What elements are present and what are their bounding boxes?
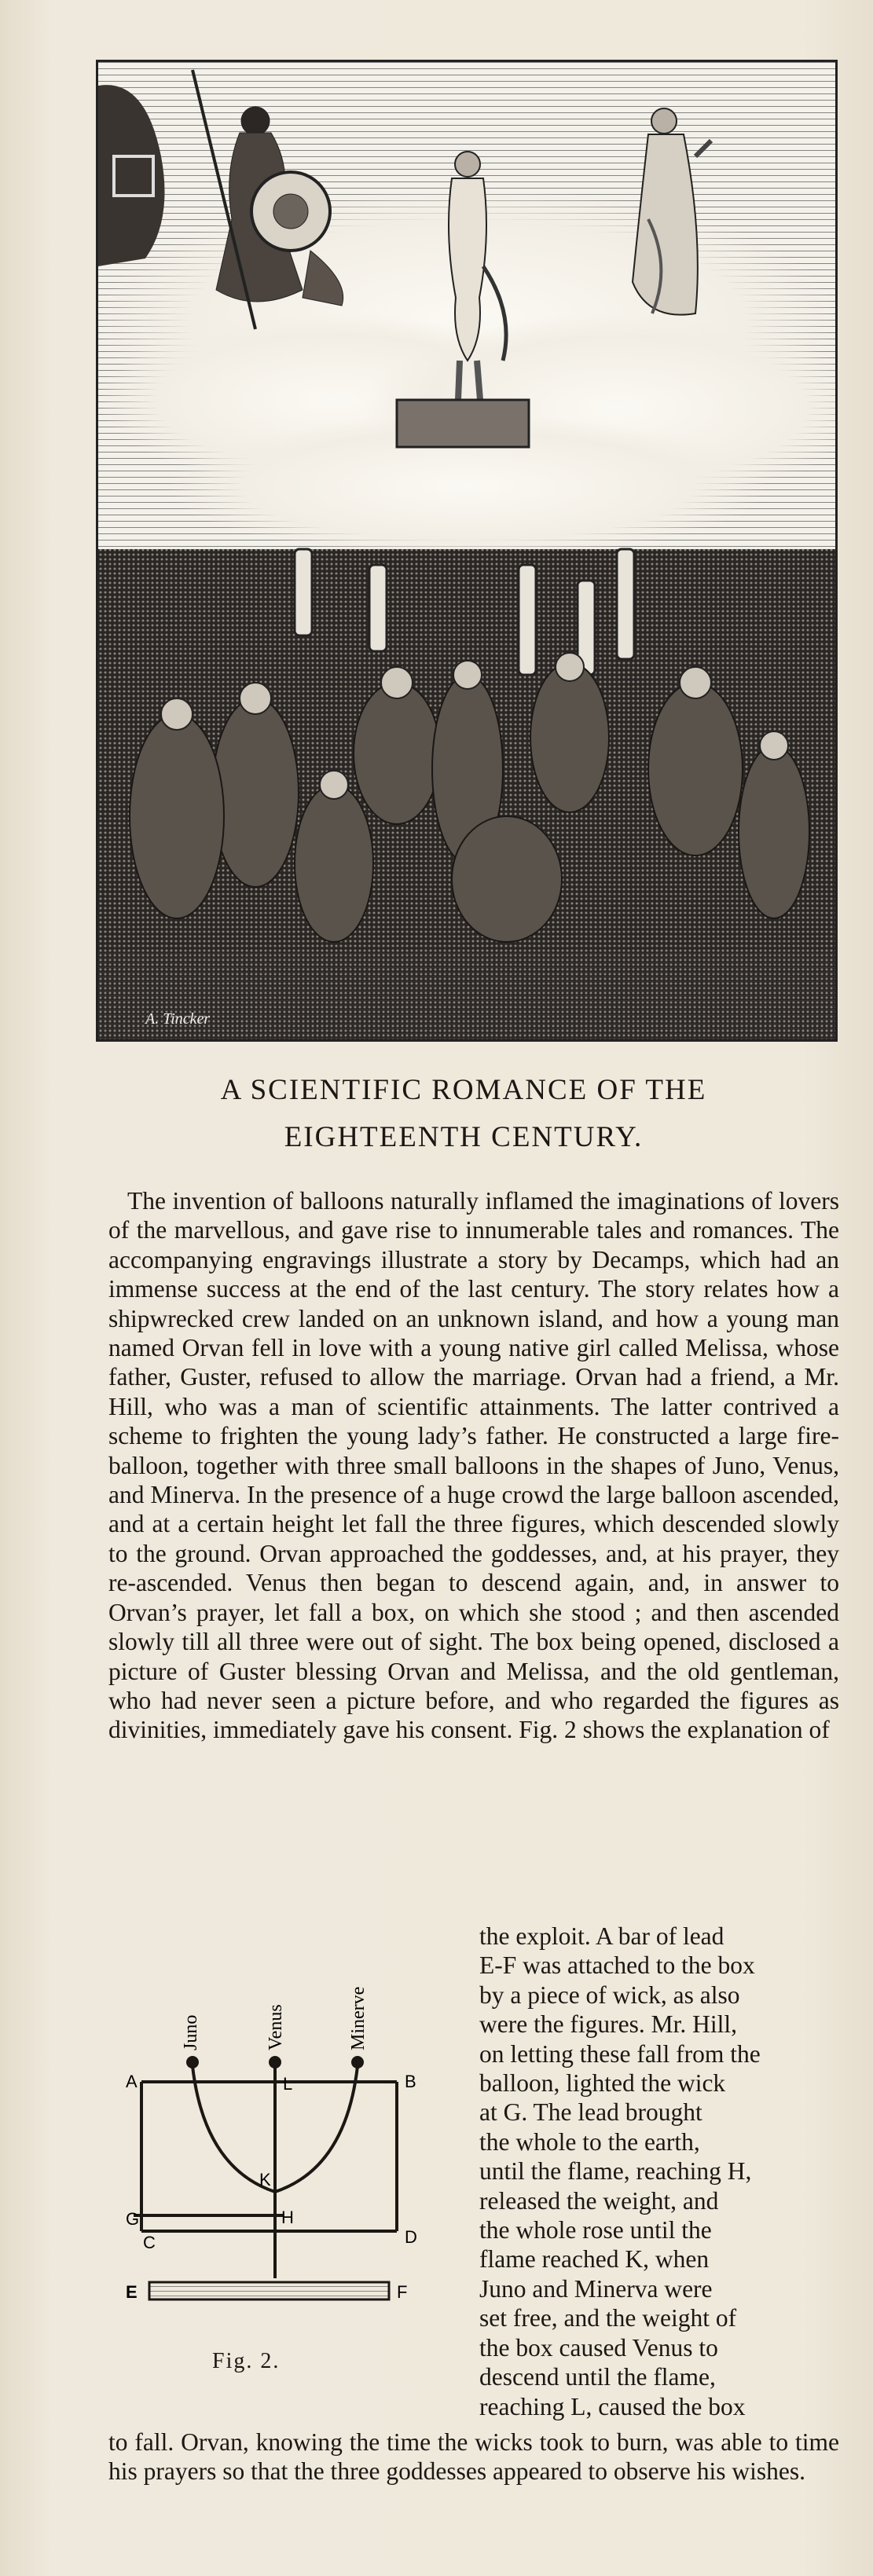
label-b: B — [405, 2072, 416, 2091]
wrap-line: on letting these fall from the — [479, 2039, 761, 2068]
article-title-line-1: A SCIENTIFIC ROMANCE OF THE — [220, 1074, 707, 1106]
wrap-line: flame reached K, when — [479, 2245, 710, 2274]
wrap-line: the box caused Venus to — [479, 2333, 718, 2362]
wrap-line: the whole rose until the — [479, 2216, 712, 2244]
label-d: D — [405, 2227, 417, 2247]
wrap-line: reaching L, caused the box — [479, 2392, 746, 2420]
wrap-line: by a piece of wick, as also — [479, 1981, 740, 2009]
label-minerve: Minerve — [348, 1986, 369, 2050]
wrap-line: were the figures. Mr. Hill, — [479, 2010, 738, 2039]
wrap-line: released the weight, and — [479, 2186, 719, 2215]
label-l: L — [283, 2074, 293, 2094]
label-e: E — [126, 2282, 138, 2302]
label-f: F — [397, 2282, 408, 2302]
article-paragraph: The invention of balloons naturally inflamed the imaginations of lovers of the marvellous, and gave rise to innumerable tales and romances. The accompanying engravings illustrate a story by Decamps, which had an immense success at the end of the last century. The story relates how a shipwrecked crew landed on an unknown island, and how a young man named Orvan fell in love with a young native girl called Melissa, whose father, Guster, refused to allow the marriage. Orvan had a friend, a Mr. Hill, who was a man of scientific attainments. The latter contrived a scheme to frighten the young lady’s father. He constructed a large fire-balloon, together with three small balloons in the shapes of Juno, Venus, and Minerva. In the presence of a huge crowd the large balloon ascended, and at a certain height let fall the three figures, which descended slowly to the ground. Orvan approached the goddesses, and, at his prayer, they re-ascended. Venus then began to descend again, and, in answer to Orvan’s prayer, let fall a box, on which she stood ; and then ascended slowly till all three were out of sight. The box being opened, disclosed a picture of Guster blessing Orvan and Melissa, and the old gentleman, who had never seen a picture before, and who regarded the figures as divinities, immediately gave his consent. Fig. 2 shows the explanation of — [108, 1187, 839, 1744]
article-paragraph-continued — [479, 1922, 842, 2421]
label-g: G — [126, 2209, 140, 2229]
figure-2-diagram — [126, 1980, 440, 2380]
wrap-line: balloon, lighted the wick — [479, 2069, 726, 2098]
label-c: C — [143, 2233, 156, 2252]
wrap-line: the whole to the earth, — [479, 2127, 700, 2156]
article-paragraph-ending: to fall. Orvan, knowing the time the wicks took to burn, was able to time his prayers so that the three goddesses appeared to observe his wishes. — [108, 2428, 839, 2486]
label-juno: Juno — [181, 2014, 201, 2050]
engraver-signature: A. Tincker — [145, 1010, 211, 1028]
wrap-line: E-F was attached to the box — [479, 1951, 755, 1980]
wrap-line: until the flame, reaching H, — [479, 2157, 752, 2186]
label-k: K — [259, 2170, 271, 2189]
wrap-line: Juno and Minerva were — [479, 2274, 713, 2303]
wrap-line: at G. The lead brought — [479, 2098, 702, 2127]
engraving-illustration — [96, 60, 838, 1042]
article-title-line-2: EIGHTEENTH CENTURY. — [284, 1121, 644, 1153]
engraving-drawing — [98, 62, 835, 1039]
wrap-line: descend until the flame, — [479, 2363, 716, 2391]
figure-caption: Fig. 2. — [212, 2349, 281, 2373]
wrap-line: set free, and the weight of — [479, 2304, 737, 2332]
label-venus: Venus — [266, 2004, 286, 2050]
balloon-mechanism-diagram — [126, 1980, 440, 2349]
label-h: H — [281, 2208, 294, 2227]
wrap-line: the exploit. A bar of lead — [479, 1922, 724, 1950]
label-a: A — [126, 2072, 138, 2091]
